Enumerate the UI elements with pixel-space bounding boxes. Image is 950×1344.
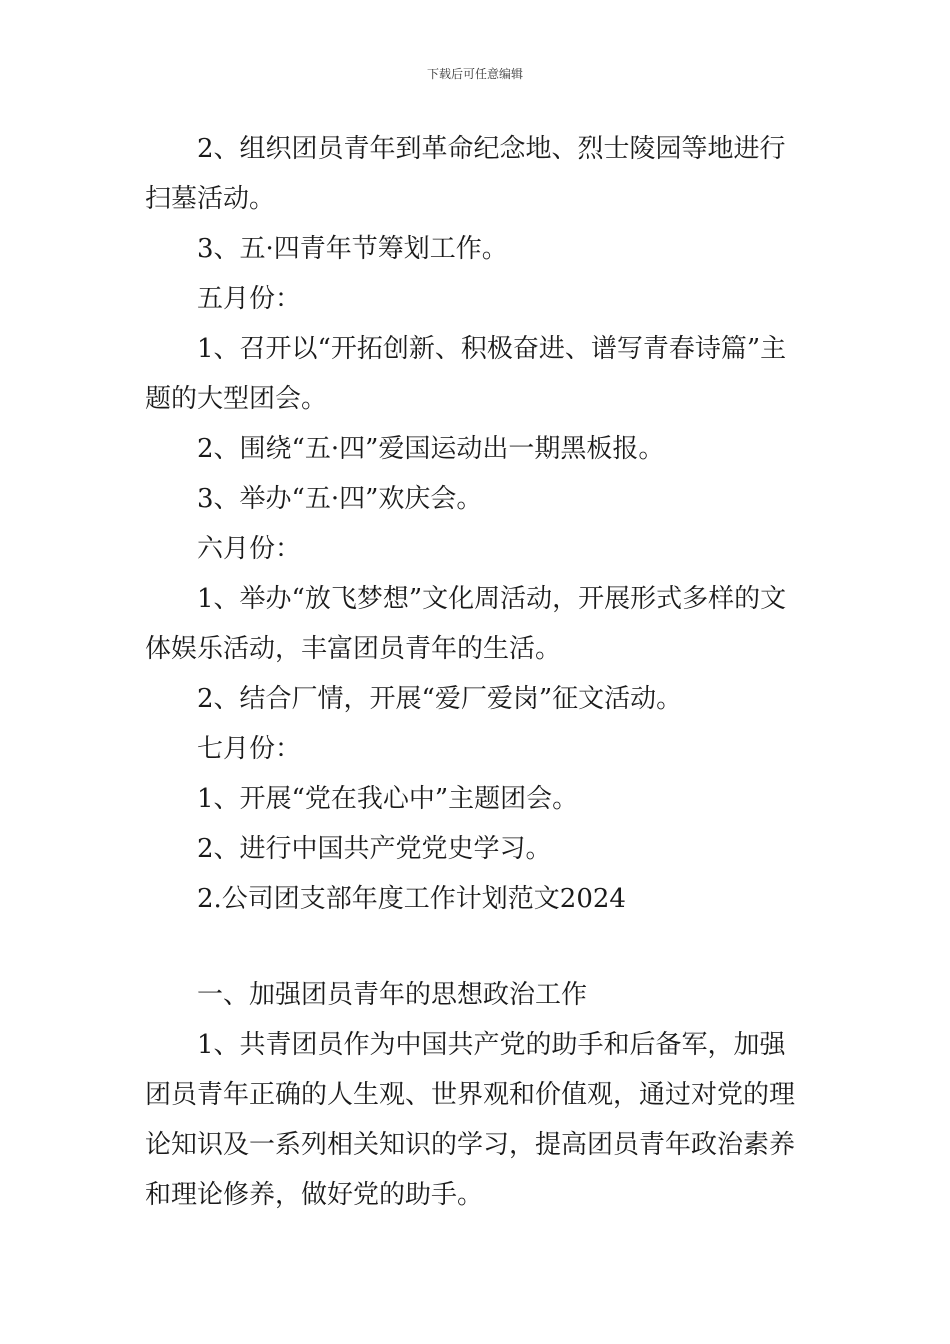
month-heading: 七月份： (197, 734, 302, 764)
month-heading: 六月份： (197, 534, 302, 564)
paragraph: 2、围绕“五·四”爱国运动出一期黑板报。 (197, 434, 665, 464)
section-heading: 一、加强团员青年的思想政治工作 (197, 980, 588, 1010)
paragraph: 1、共青团员作为中国共产党的助手和后备军，加强团员青年正确的人生观、世界观和价值观，通过对党的理论知识及一系列相关知识的学习，提高团员青年政治素养和理论修养，做好党的助手。 (145, 1030, 796, 1210)
paragraph: 2、进行中国共产党党史学习。 (197, 834, 552, 864)
paragraph: 3、五·四青年节筹划工作。 (197, 234, 508, 264)
paragraph: 1、召开以“开拓创新、积极奋进、谱写青春诗篇”主题的大型团会。 (145, 334, 787, 414)
paragraph: 2、结合厂情，开展“爱厂爱岗”征文活动。 (197, 684, 683, 714)
blank-line (145, 924, 810, 970)
paragraph: 1、开展“党在我心中”主题团会。 (197, 784, 579, 814)
paragraph: 2、组织团员青年到革命纪念地、烈士陵园等地进行扫墓活动。 (145, 134, 786, 214)
document-body (145, 124, 810, 1220)
page-header: 下载后可任意编辑 (426, 67, 523, 81)
paragraph: 3、举办“五·四”欢庆会。 (197, 484, 483, 514)
month-heading: 五月份： (197, 284, 302, 314)
section-title: 2.公司团支部年度工作计划范文2024 (197, 884, 626, 914)
paragraph: 1、举办“放飞梦想”文化周活动，开展形式多样的文体娱乐活动，丰富团员青年的生活。 (145, 584, 787, 664)
